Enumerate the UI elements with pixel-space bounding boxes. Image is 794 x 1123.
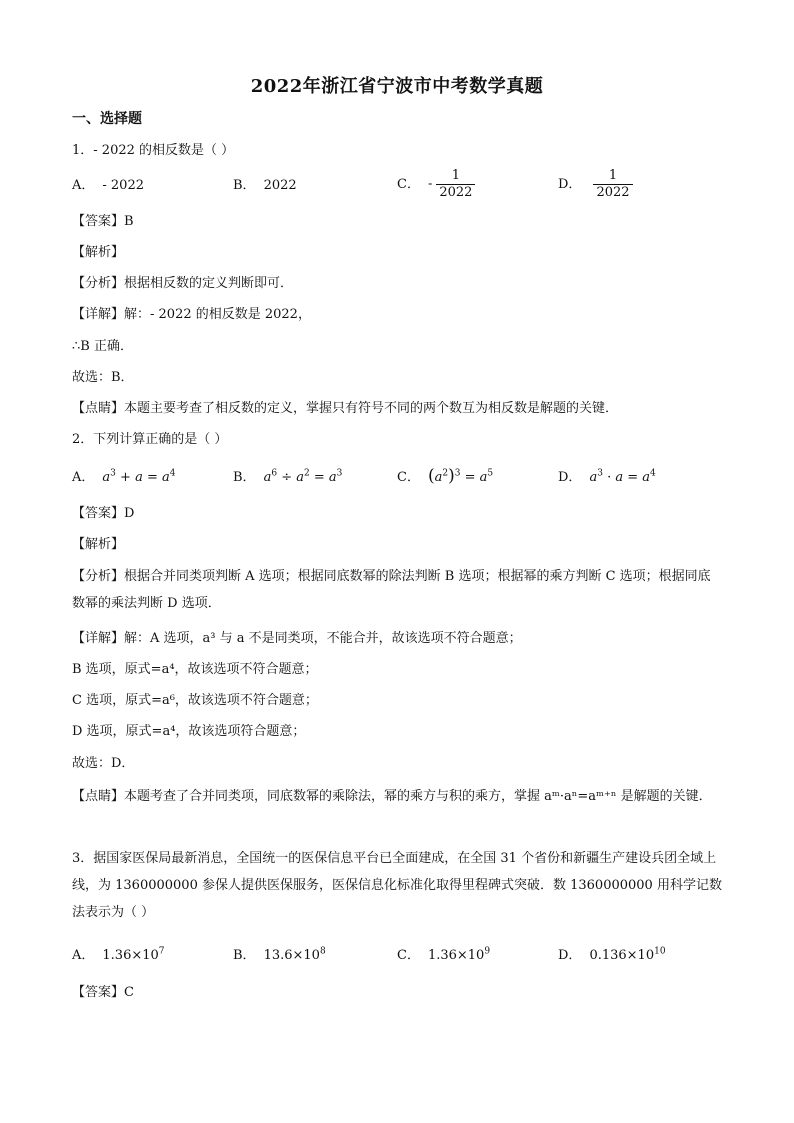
q3-answer: 【答案】C: [72, 985, 134, 1000]
q2-d-exp1: 3: [597, 468, 603, 479]
q2-c-var1: a: [434, 470, 443, 485]
q2-choice: 故选：D．: [72, 756, 135, 771]
section-heading: 一、选择题: [72, 111, 142, 127]
q2-b-var3: a: [328, 470, 337, 485]
q2-a-eq: =: [142, 470, 162, 485]
q1-option-b-key: B．: [233, 178, 256, 193]
q1-option-a: [72, 177, 144, 195]
q2-option-c: [397, 467, 493, 487]
q2-answer: 【答案】D: [72, 506, 135, 521]
q2-b-exp3: 3: [336, 468, 343, 479]
q1-analysis: 【分析】根据相反数的定义判断即可．: [72, 276, 294, 291]
q2-option-a-key: A．: [72, 470, 95, 485]
q2-option-d-key: D．: [558, 470, 582, 485]
q2-a-op: +: [115, 470, 136, 485]
q1-remark: 【点睛】本题主要考查了相反数的定义，掌握只有符号不同的两个数互为相反数是解题的关键．: [72, 401, 619, 416]
q2-a-var1: a: [102, 470, 111, 485]
q2-a-var2: a: [135, 470, 143, 485]
q2-d-var2: a: [615, 470, 624, 485]
q2-remark: 【点睛】本题考查了合并同类项，同底数幂的乘除法，幂的乘方与积的乘方，掌握 aᵐ·aⁿ=aᵐ⁺ⁿ 是解题的关键．: [72, 789, 712, 804]
q2-d-exp3: 4: [650, 468, 656, 479]
q2-option-c-explanation: C 选项，原式=a⁶，故该选项不符合题意；: [72, 693, 318, 708]
q3-stem: 3．据国家医保局最新消息，全国统一的医保信息平台已全面建成，在全国 31 个省份和新疆生产建设兵团全域上线，为 1360000000 参保人提供医保服务，医保信息化标准化取得里程碑式突破．数 1360000000 用科学记数法表示为（ ）: [72, 851, 722, 920]
q2-c-open-paren: (: [427, 466, 435, 486]
q3-option-d-mantissa: 0.136×10: [589, 948, 655, 963]
q3-option-a: [72, 947, 165, 965]
q3-option-b-key: B．: [233, 948, 256, 963]
q2-option-b-key: B．: [233, 470, 256, 485]
q1-option-c-fraction: [436, 168, 475, 201]
q2-option-c-key: C．: [397, 470, 420, 485]
q2-b-var1: a: [263, 470, 272, 485]
q2-option-b: [233, 469, 342, 487]
q3-option-c-key: C．: [397, 948, 420, 963]
q3-option-c: [397, 947, 490, 965]
q2-option-b-explanation: B 选项，原式=a⁴，故该选项不符合题意；: [72, 662, 318, 677]
q3-option-b: [233, 947, 326, 965]
q2-d-var3: a: [642, 470, 651, 485]
q3-option-a-mantissa: 1.36×10: [102, 948, 159, 963]
q2-c-eq: =: [460, 470, 480, 485]
q1-conclusion: ∴B 正确．: [72, 339, 133, 354]
q1-option-b: [233, 177, 297, 195]
q2-c-exp2: 3: [454, 468, 461, 479]
q1-option-c-denominator: 2022: [436, 184, 475, 201]
q1-option-c-numerator: 1: [451, 168, 461, 183]
q1-answer: 【答案】B: [72, 214, 134, 229]
q1-option-d-key: D．: [558, 176, 582, 192]
q2-c-var2: a: [479, 470, 488, 485]
q1-analysis-heading: 【解析】: [72, 245, 125, 260]
q2-solution: 【详解】解：A 选项，a³ 与 a 不是同类项，不能合并，故该选项不符合题意；: [72, 631, 522, 646]
q1-stem: 1．- 2022 的相反数是（ ）: [72, 143, 235, 158]
q2-c-exp3: 5: [487, 468, 494, 479]
document-title: 2022年浙江省宁波市中考数学真题: [250, 76, 544, 97]
q3-option-c-mantissa: 1.36×10: [427, 948, 485, 963]
q2-option-a: [72, 469, 176, 487]
q2-c-exp1: 2: [442, 468, 449, 479]
q1-option-a-key: A．: [72, 178, 95, 193]
q2-b-eq: =: [309, 470, 329, 485]
q2-d-eq: =: [623, 470, 643, 485]
q2-d-op: ·: [602, 470, 616, 485]
q1-option-c-sign: -: [427, 176, 433, 192]
q2-b-exp2: 2: [304, 468, 310, 479]
q2-b-var2: a: [296, 470, 304, 485]
q1-option-d-numerator: 1: [608, 168, 618, 183]
q3-option-b-mantissa: 13.6×10: [263, 948, 320, 963]
q1-option-a-text: - 2022: [102, 178, 144, 193]
q3-option-d: [558, 947, 666, 965]
q2-d-var1: a: [589, 470, 598, 485]
q2-option-d-explanation: D 选项，原式=a⁴，故该选项符合题意；: [72, 724, 306, 739]
q3-option-d-key: D．: [558, 948, 582, 963]
q1-option-b-text: 2022: [263, 178, 297, 193]
q1-option-c-key: C．: [397, 176, 420, 192]
q1-option-d: [558, 168, 633, 201]
q2-c-close-paren: ): [448, 466, 455, 486]
q2-a-var3: a: [162, 470, 170, 485]
q2-analysis: 【分析】根据合并同类项判断 A 选项；根据同底数幂的除法判断 B 选项；根据幂的乘方判断 C 选项；根据同底数幂的乘法判断 D 选项．: [72, 569, 711, 611]
q3-option-c-exponent: 9: [484, 946, 491, 957]
q3-option-d-exponent: 10: [654, 946, 666, 957]
q2-a-exp3: 4: [169, 468, 176, 479]
q1-choice: 故选：B．: [72, 370, 134, 385]
q2-option-d: [558, 469, 656, 487]
q3-option-b-exponent: 8: [319, 946, 326, 957]
q1-solution: 【详解】解：- 2022 的相反数是 2022，: [72, 307, 311, 322]
q2-analysis-heading: 【解析】: [72, 537, 125, 552]
q2-stem: 2．下列计算正确的是（ ）: [72, 432, 228, 447]
q1-option-d-denominator: 2022: [593, 184, 632, 201]
q2-a-exp1: 3: [110, 468, 116, 479]
q2-b-op: ÷: [277, 470, 297, 485]
q2-b-exp1: 6: [271, 468, 278, 479]
q1-option-d-fraction: [593, 168, 632, 201]
q3-option-a-key: A．: [72, 948, 95, 963]
q1-option-c: [397, 168, 475, 201]
q3-option-a-exponent: 7: [158, 946, 165, 957]
